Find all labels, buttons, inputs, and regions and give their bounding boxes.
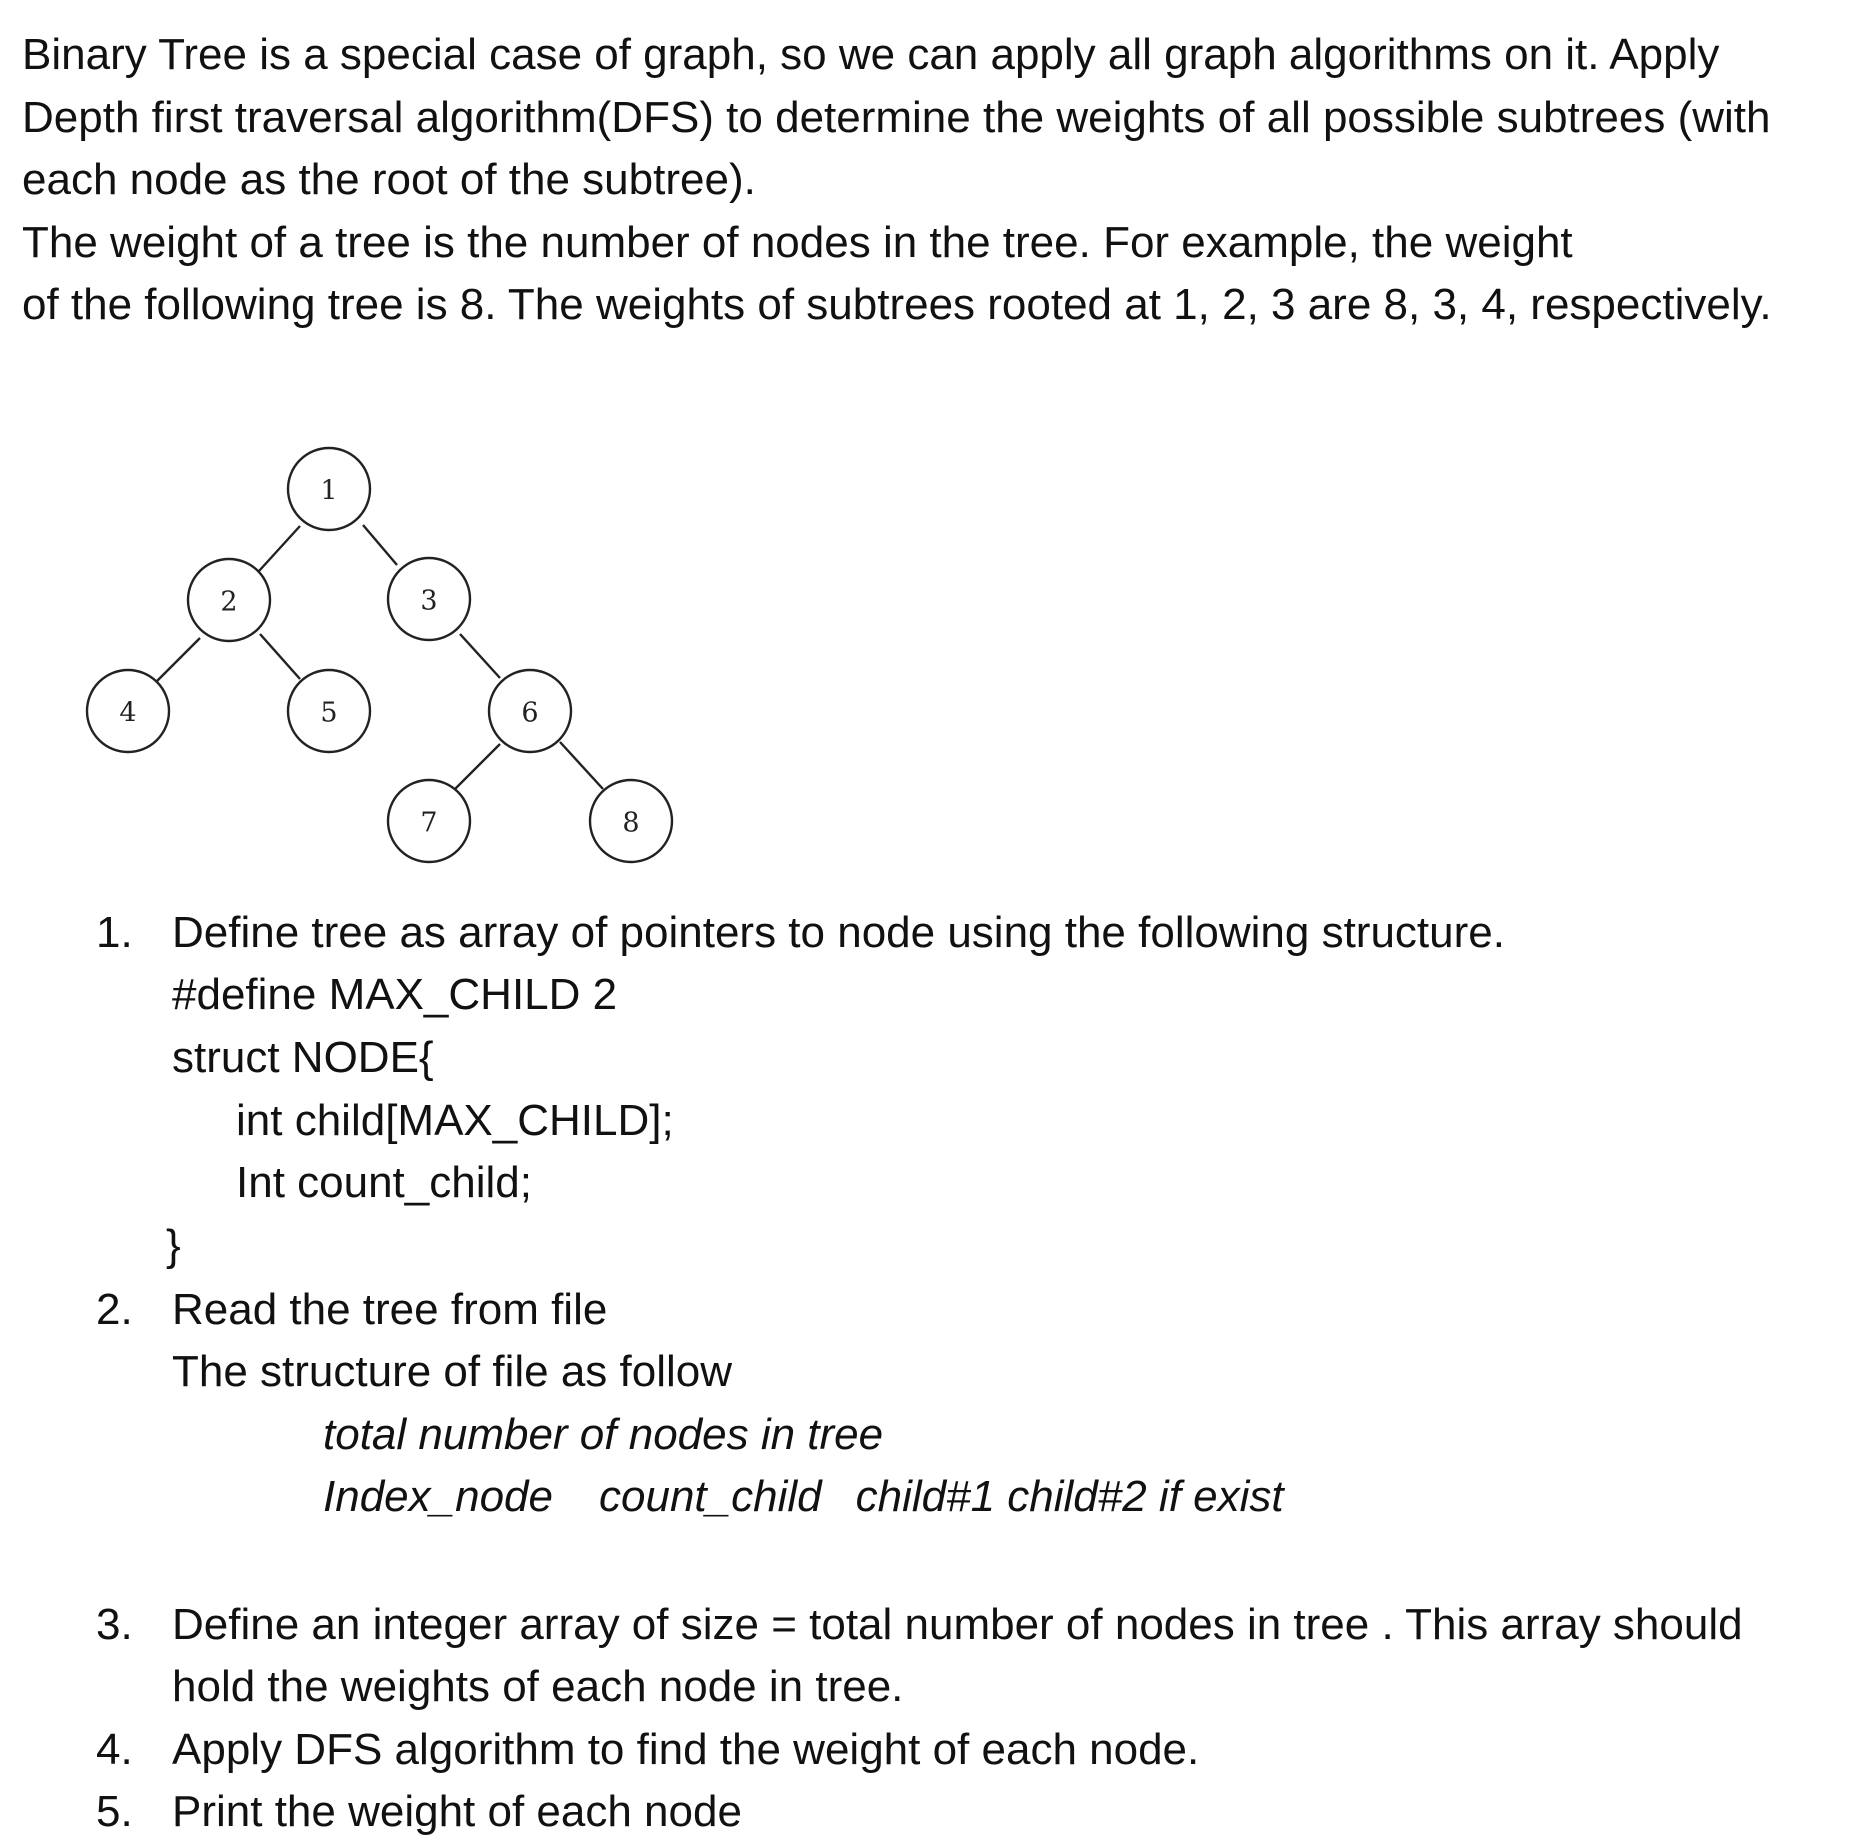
step-3-number: 3. [96,1600,133,1649]
tree-node-label: 3 [420,585,438,617]
tree-node-6 [489,670,571,752]
code-define-line: #define MAX_CHILD 2 [172,970,618,1019]
step-5-number: 5. [96,1787,133,1836]
tree-node-2 [188,559,270,641]
tree-node-label: 7 [420,807,438,839]
intro-line: Binary Tree is a special case of graph, so we can apply all graph algorithms on it. Apply [22,30,1720,79]
tree-node-7 [388,780,470,862]
code-field-child: int child[MAX_CHILD]; [236,1096,674,1145]
intro-line: each node as the root of the subtree). [22,155,756,204]
tree-node-3 [388,558,470,640]
code-struct-open: struct NODE{ [172,1033,434,1082]
file-format-count-child: count_child [599,1472,822,1521]
intro-line: of the following tree is 8. The weights of subtrees rooted at 1, 2, 3 are 8, 3, 4, respectively. [22,280,1772,329]
edge-2-5 [260,634,300,679]
tree-node-1 [288,448,370,530]
tree-diagram [0,0,700,880]
tree-node-label: 8 [622,807,640,839]
tree-node-label: 1 [320,475,338,507]
tree-node-5 [288,670,370,752]
file-format-line-1: total number of nodes in tree [323,1410,884,1459]
file-format-children: child#1 child#2 if exist [855,1472,1284,1521]
step-4-number: 4. [96,1725,133,1774]
step-2-text: Read the tree from file [172,1285,608,1334]
step-4-text: Apply DFS algorithm to find the weight of each node. [172,1725,1200,1774]
edge-1-3 [363,525,397,565]
step-3-text-line-2: hold the weights of each node in tree. [172,1662,904,1711]
code-field-count: Int count_child; [236,1158,532,1207]
edge-6-7 [455,744,500,789]
step-3-text-line-1: Define an integer array of size = total number of nodes in tree . This array should [172,1600,1743,1649]
step-1-number: 1. [96,908,133,957]
edge-2-4 [154,638,200,684]
tree-node-label: 6 [521,697,539,729]
tree-node-label: 5 [320,697,338,729]
step-2-number: 2. [96,1285,133,1334]
tree-node-8 [590,780,672,862]
code-struct-close: } [166,1221,181,1270]
edge-3-6 [460,634,500,678]
edge-6-8 [560,742,603,789]
intro-line: The weight of a tree is the number of nodes in the tree. For example, the weight [22,217,1573,267]
step-1-text: Define tree as array of pointers to node using the following structure. [172,908,1505,957]
tree-node-4 [87,670,169,752]
intro-line: Depth first traversal algorithm(DFS) to determine the weights of all possible subtrees (with [22,92,1771,142]
file-format-index-node: Index_node [323,1472,553,1521]
file-format-line-2 [323,1466,1284,1529]
tree-node-label: 2 [220,586,238,618]
step-5-text: Print the weight of each node [172,1787,742,1836]
step-2-subtext: The structure of file as follow [172,1347,733,1396]
edge-1-2 [259,526,300,571]
tree-node-label: 4 [119,697,137,729]
